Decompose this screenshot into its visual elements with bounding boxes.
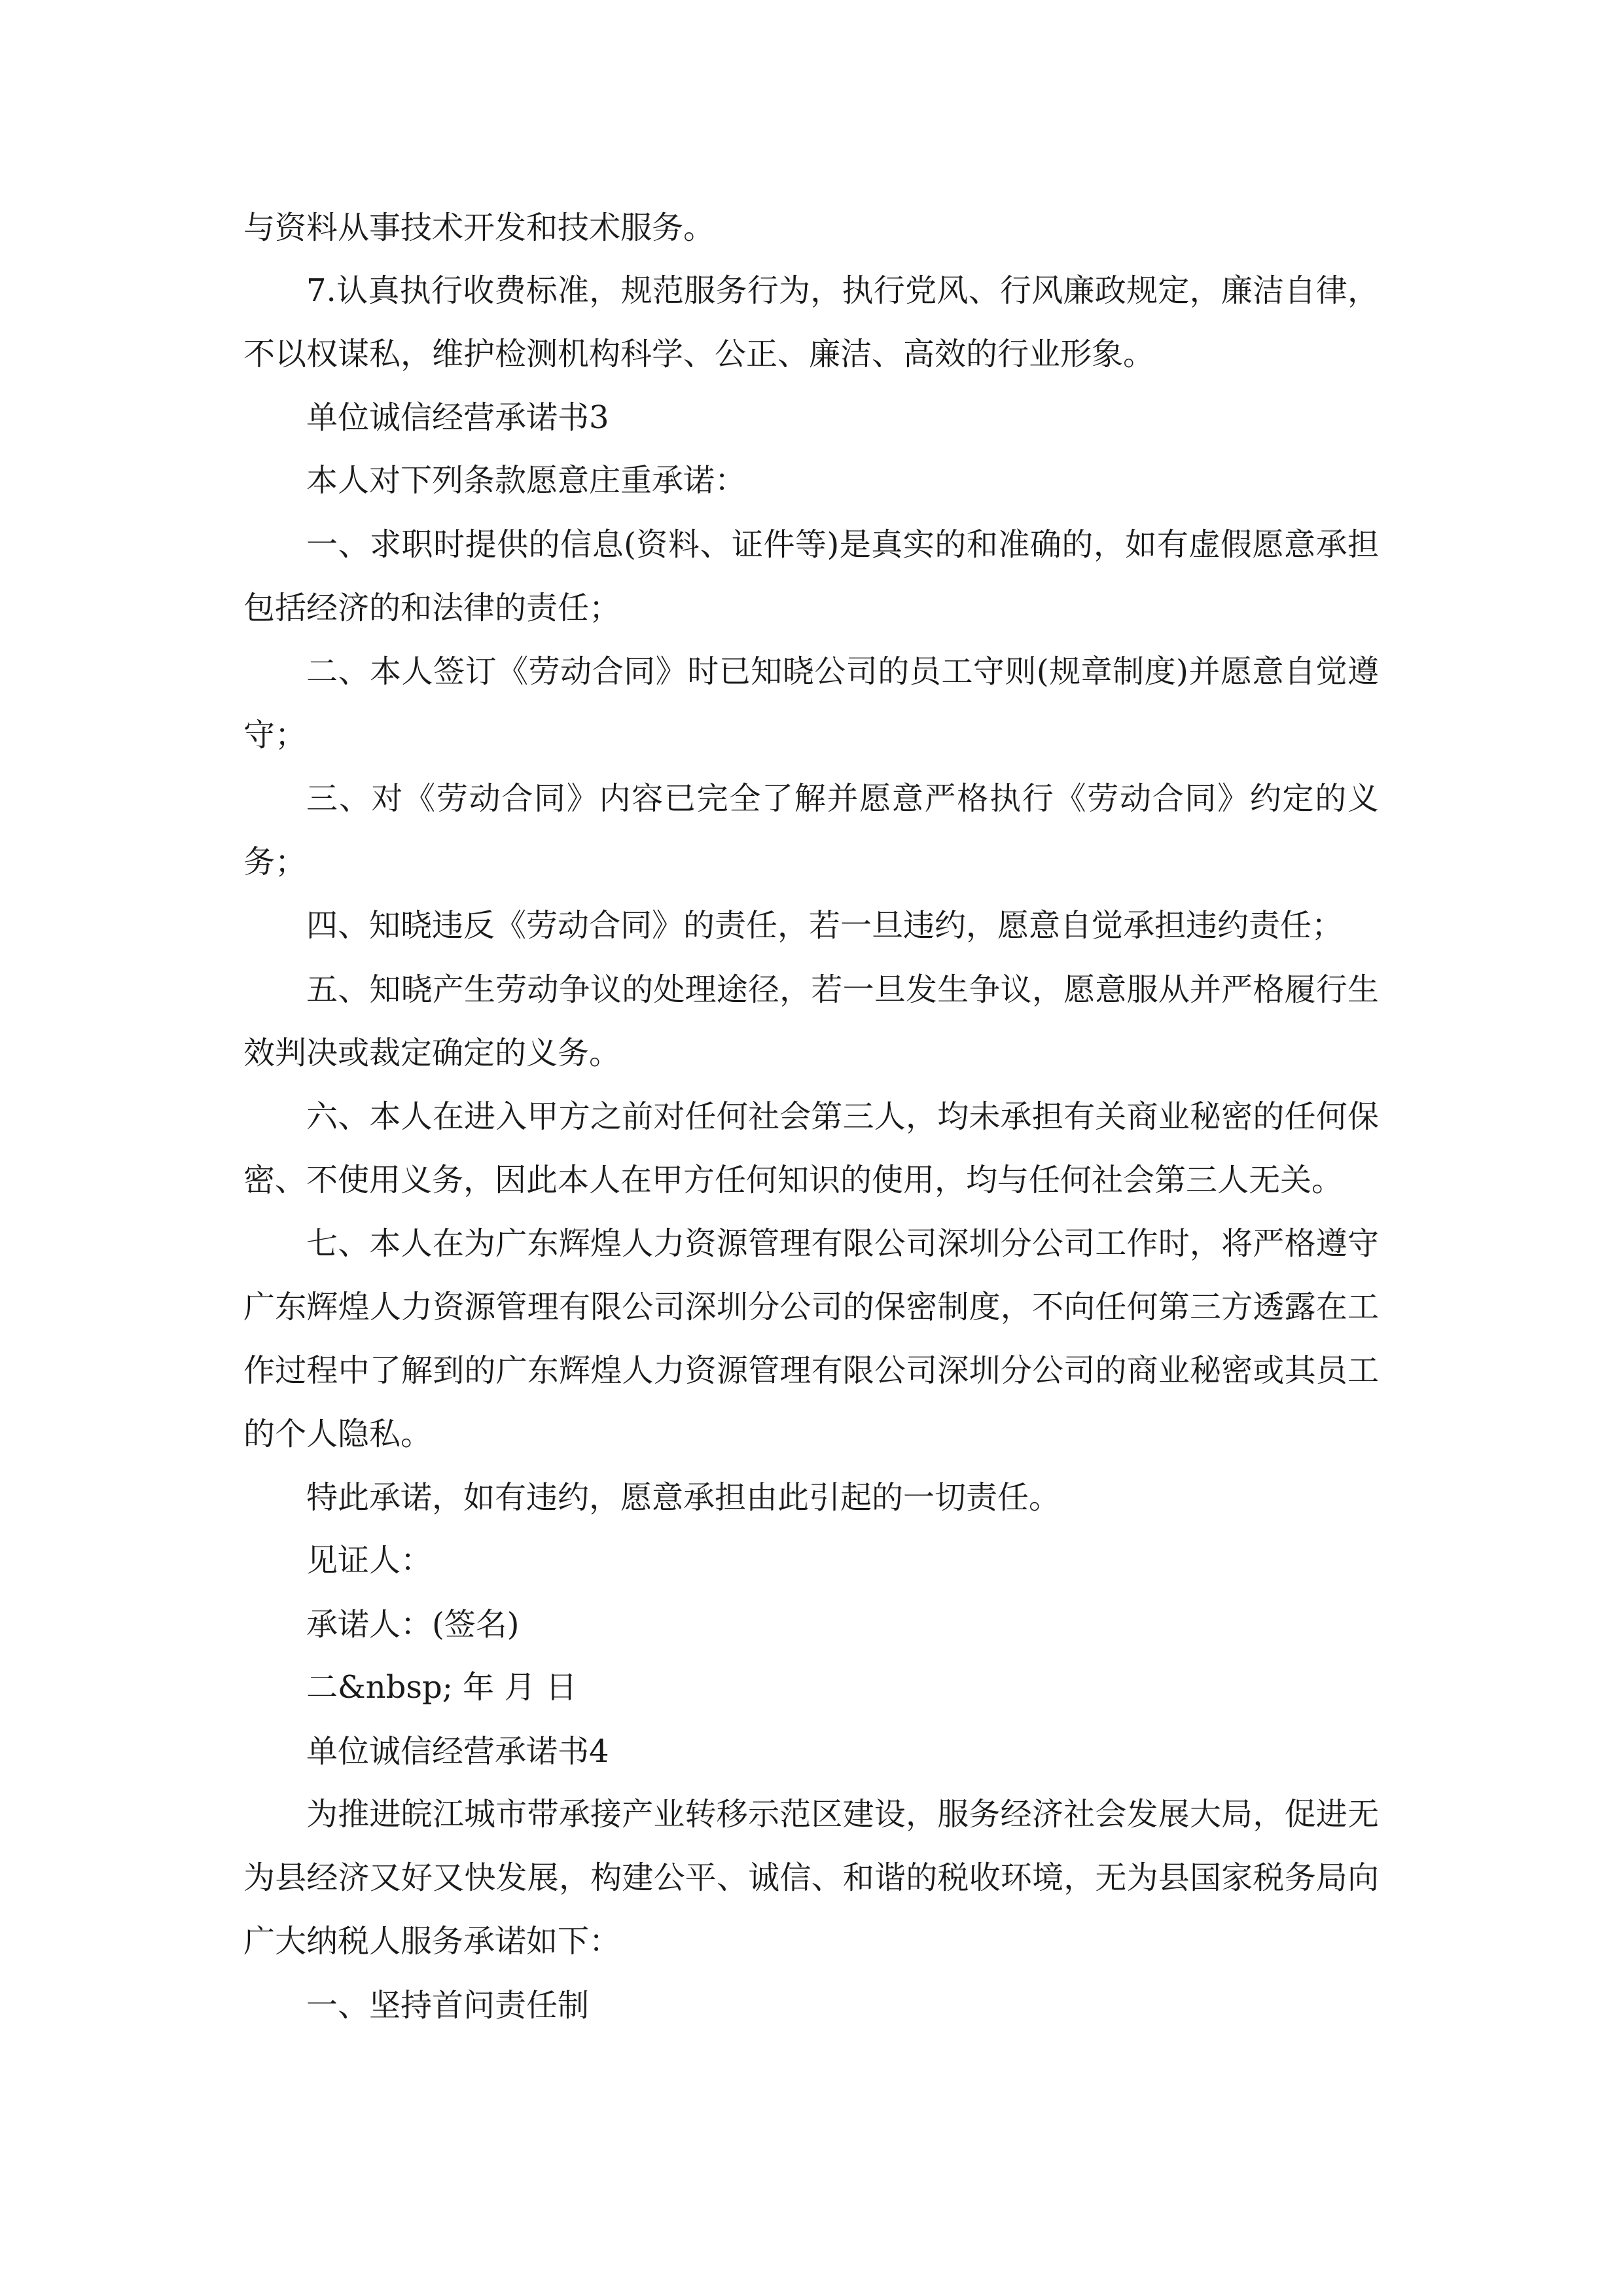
paragraph-clause-1: 一、求职时提供的信息(资料、证件等)是真实的和准确的，如有虚假愿意承担包括经济的和法律的责任； <box>243 526 1379 626</box>
paragraph-clause-7: 七、本人在为广东辉煌人力资源管理有限公司深圳分公司工作时，将严格遵守广东辉煌人力资源管理有限公司深圳分公司的保密制度，不向任何第三方透露在工作过程中了解到的广东辉煌人力资源管理有限公司深圳分公司的商业秘密或其员工的个人隐私。 <box>243 1225 1379 1452</box>
witness-line: 见证人： <box>306 1542 433 1579</box>
paragraph-clause-2: 二、本人签订《劳动合同》时已知晓公司的员工守则(规章制度)并愿意自觉遵守； <box>243 653 1379 753</box>
paragraph-clause-6: 六、本人在进入甲方之前对任何社会第三人，均未承担有关商业秘密的任何保密、不使用义务，因此本人在甲方任何知识的使用，均与任何社会第三人无关。 <box>243 1098 1379 1198</box>
paragraph-clause-4: 四、知晓违反《劳动合同》的责任，若一旦违约，愿意自觉承担违约责任； <box>306 907 1344 944</box>
paragraph-continuation: 与资料从事技术开发和技术服务。 <box>243 209 715 246</box>
paragraph-tax-intro: 为推进皖江城市带承接产业转移示范区建设，服务经济社会发展大局，促进无为县经济又好又快发展，构建公平、诚信、和谐的税收环境，无为县国家税务局向广大纳税人服务承诺如下： <box>243 1796 1379 1960</box>
date-line: 二&nbsp; 年 月 日 <box>306 1669 577 1706</box>
signatory-line: 承诺人：(签名) <box>306 1606 520 1643</box>
section-heading-4: 单位诚信经营承诺书4 <box>306 1733 609 1770</box>
paragraph-intro: 本人对下列条款愿意庄重承诺： <box>306 462 747 499</box>
paragraph-item-7: 7.认真执行收费标准，规范服务行为，执行党风、行风廉政规定，廉洁自律，不以权谋私，维护检测机构科学、公正、廉洁、高效的行业形象。 <box>243 272 1379 372</box>
paragraph-clause-3: 三、对《劳动合同》内容已完全了解并愿意严格执行《劳动合同》约定的义务； <box>243 780 1379 880</box>
section-heading-3: 单位诚信经营承诺书3 <box>306 399 609 436</box>
paragraph-statement: 特此承诺，如有违约，愿意承担由此引起的一切责任。 <box>306 1479 1061 1516</box>
paragraph-clause-5: 五、知晓产生劳动争议的处理途径，若一旦发生争议，愿意服从并严格履行生效判决或裁定确定的义务。 <box>243 971 1379 1071</box>
paragraph-tax-item-1: 一、坚持首问责任制 <box>306 1987 590 2024</box>
